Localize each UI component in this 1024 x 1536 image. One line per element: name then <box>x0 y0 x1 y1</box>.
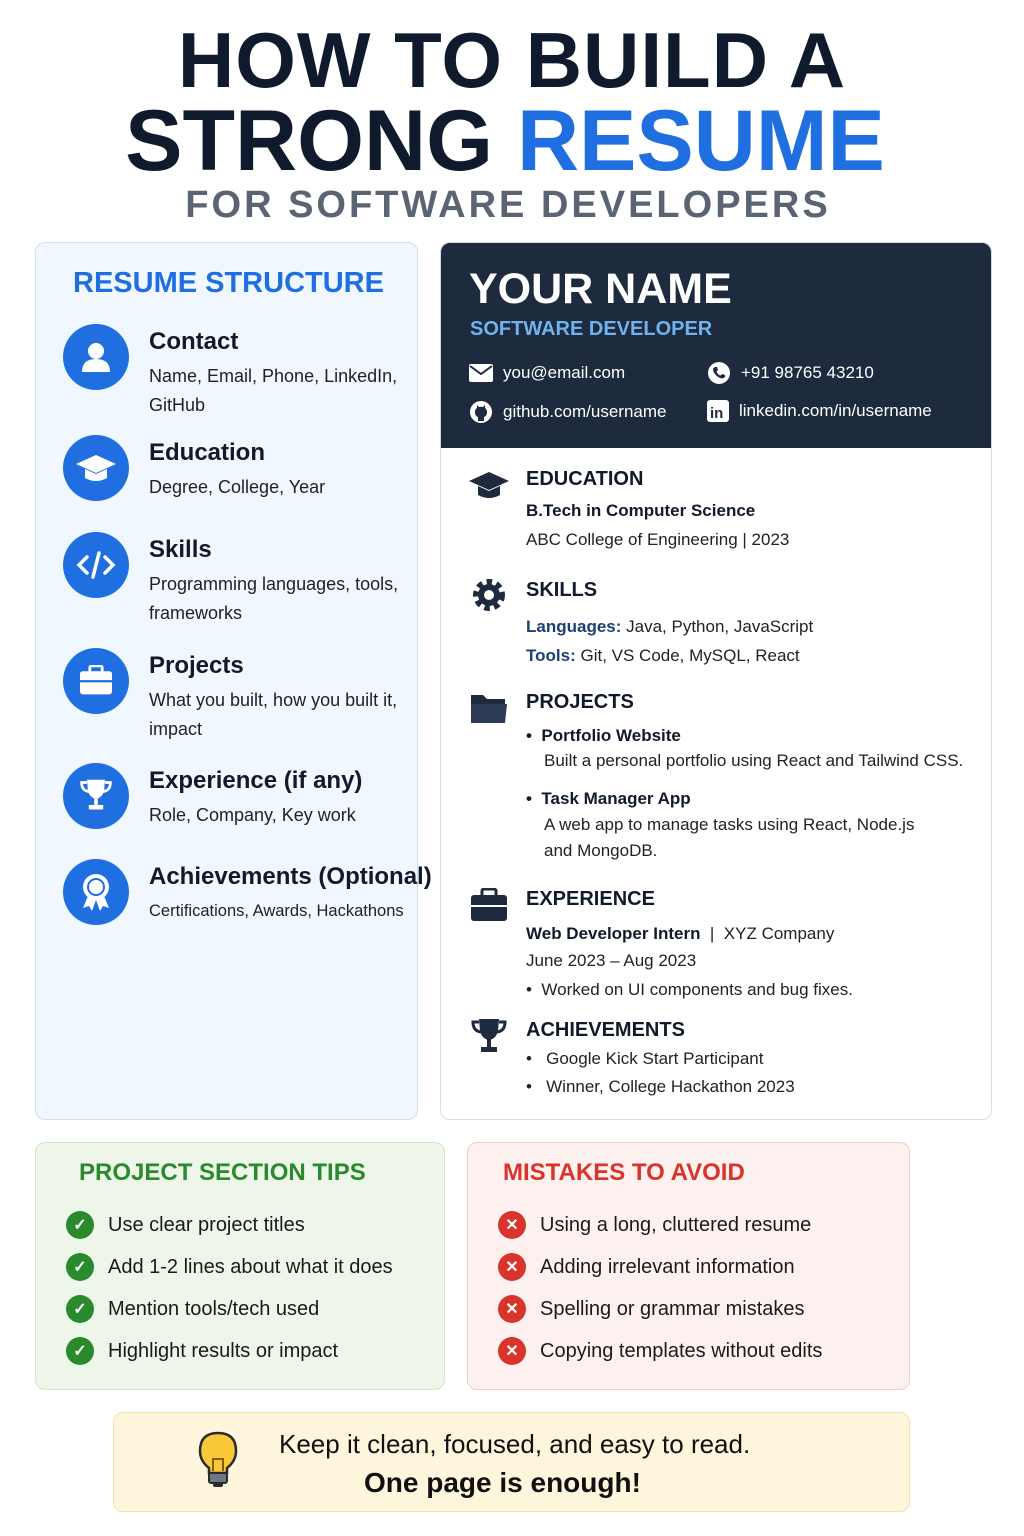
project-2-desc-1: A web app to manage tasks using React, Node.js <box>544 815 915 834</box>
github-text: github.com/username <box>503 402 667 421</box>
tips-heading: PROJECT SECTION TIPS <box>79 1159 366 1186</box>
subtitle: FOR SOFTWARE DEVELOPERS <box>185 184 831 226</box>
mistakes-item <box>498 1253 795 1281</box>
mistakes-heading: MISTAKES TO AVOID <box>503 1159 745 1186</box>
structure-item-title: Skills <box>149 536 212 563</box>
structure-item-title: Achievements (Optional) <box>149 863 432 890</box>
structure-item-desc: Role, Company, Key work <box>149 805 356 825</box>
languages-line <box>526 617 813 637</box>
college: ABC College of Engineering | 2023 <box>526 530 790 549</box>
linkedin-icon <box>707 400 729 422</box>
graduation-cap-icon <box>469 468 509 504</box>
tips-item-text: Highlight results or impact <box>108 1339 339 1362</box>
project-tips-box <box>35 1142 445 1390</box>
trophy-icon <box>63 763 129 829</box>
company: XYZ Company <box>723 924 835 943</box>
graduation-cap-icon <box>63 435 129 501</box>
award-icon <box>63 859 129 925</box>
job-dates: June 2023 – Aug 2023 <box>526 951 697 970</box>
project-1-title-text: Portfolio Website <box>541 726 681 745</box>
resume-name: YOUR NAME <box>469 265 732 313</box>
achievement-text: Winner, College Hackathon 2023 <box>546 1077 795 1096</box>
mail-icon <box>469 364 493 382</box>
x-circle-icon: ✕ <box>498 1295 526 1323</box>
project-2-title-text: Task Manager App <box>541 789 691 808</box>
x-circle-icon: ✕ <box>498 1253 526 1281</box>
job-role: Web Developer Intern <box>526 924 701 943</box>
structure-item-title: Projects <box>149 652 244 679</box>
tips-item <box>66 1337 338 1365</box>
project-1-title: • Portfolio Website <box>526 726 681 745</box>
tips-item-text: Mention tools/tech used <box>108 1297 320 1320</box>
footer-line-1: Keep it clean, focused, and easy to read. <box>279 1429 751 1459</box>
mistakes-item <box>498 1211 811 1239</box>
briefcase-icon <box>63 648 129 714</box>
structure-item-desc: Certifications, Awards, Hackathons <box>149 902 404 920</box>
projects-heading: PROJECTS <box>526 691 634 713</box>
structure-item-desc: Degree, College, Year <box>149 477 326 497</box>
experience-bullet-text: Worked on UI components and bug fixes. <box>541 980 853 999</box>
structure-heading: RESUME STRUCTURE <box>73 267 384 299</box>
title-line-1: HOW TO BUILD A <box>177 16 847 104</box>
project-2-desc-2: and MongoDB. <box>544 841 658 860</box>
achievement-item: • Winner, College Hackathon 2023 <box>526 1077 795 1096</box>
tools-line <box>526 646 800 666</box>
project-1-desc: Built a personal portfolio using React and Tailwind CSS. <box>544 751 964 770</box>
title-line-2 <box>0 93 1010 189</box>
x-circle-icon: ✕ <box>498 1211 526 1239</box>
check-circle-icon: ✓ <box>66 1295 94 1323</box>
mistakes-item <box>498 1295 805 1323</box>
tools-value: Git, VS Code, MySQL, React <box>580 646 800 665</box>
check-circle-icon: ✓ <box>66 1253 94 1281</box>
tools-label: Tools: <box>526 646 576 665</box>
mistakes-box <box>467 1142 910 1390</box>
check-circle-icon: ✓ <box>66 1337 94 1365</box>
contact-email <box>469 363 625 383</box>
mistakes-item-text: Spelling or grammar mistakes <box>540 1297 805 1320</box>
achievements-heading: ACHIEVEMENTS <box>526 1019 685 1041</box>
title-strong: STRONG <box>125 93 494 189</box>
languages-value: Java, Python, JavaScript <box>626 617 814 636</box>
structure-item-desc: Programming languages, tools, frameworks <box>149 574 399 623</box>
structure-item-title: Experience (if any) <box>149 767 363 794</box>
trophy-icon <box>469 1019 509 1055</box>
resume-structure-panel <box>35 242 432 1120</box>
structure-item-title: Contact <box>149 328 239 355</box>
tips-item <box>66 1295 319 1323</box>
structure-item-desc: What you built, how you built it, impact <box>149 690 398 739</box>
experience-bullet: • Worked on UI components and bug fixes. <box>526 980 853 999</box>
experience-heading: EXPERIENCE <box>526 888 655 910</box>
degree: B.Tech in Computer Science <box>526 501 756 520</box>
mistakes-item <box>498 1337 822 1365</box>
contact-phone <box>707 361 874 385</box>
education-heading: EDUCATION <box>526 468 644 490</box>
resume-sample-card <box>440 242 992 1120</box>
structure-item-desc: Name, Email, Phone, LinkedIn, GitHub <box>149 366 398 415</box>
mistakes-item-text: Copying templates without edits <box>540 1339 823 1362</box>
folder-icon <box>469 691 509 727</box>
experience-role-line <box>526 924 834 944</box>
skills-heading: SKILLS <box>526 579 598 601</box>
gear-icon <box>469 575 509 615</box>
tips-item-text: Use clear project titles <box>108 1213 305 1236</box>
briefcase-icon <box>469 888 509 924</box>
lightbulb-icon <box>196 1431 240 1489</box>
github-icon <box>469 400 493 424</box>
contact-linkedin <box>707 400 932 422</box>
phone-text: +91 98765 43210 <box>741 363 874 382</box>
tips-item-text: Add 1-2 lines about what it does <box>108 1255 393 1278</box>
svg-text:in: in <box>710 405 724 422</box>
footer-line-2: One page is enough! <box>364 1467 641 1498</box>
code-icon <box>63 532 129 598</box>
footer-tip <box>113 1412 910 1512</box>
languages-label: Languages: <box>526 617 622 636</box>
mistakes-item-text: Adding irrelevant information <box>540 1255 795 1278</box>
project-2-title: • Task Manager App <box>526 789 691 808</box>
tips-item <box>66 1211 305 1239</box>
phone-icon <box>707 361 731 385</box>
achievement-text: Google Kick Start Participant <box>546 1049 764 1068</box>
separator: | <box>709 924 715 943</box>
resume-role: SOFTWARE DEVELOPER <box>470 318 713 340</box>
email-text: you@email.com <box>503 363 626 382</box>
user-icon <box>63 324 129 390</box>
title-resume: RESUME <box>516 93 885 189</box>
structure-item-title: Education <box>149 439 266 466</box>
resume-header <box>441 243 992 448</box>
achievement-item: • Google Kick Start Participant <box>526 1049 764 1068</box>
contact-github <box>469 400 666 424</box>
mistakes-item-text: Using a long, cluttered resume <box>540 1213 812 1236</box>
tips-item <box>66 1253 393 1281</box>
check-circle-icon: ✓ <box>66 1211 94 1239</box>
linkedin-text: linkedin.com/in/username <box>739 401 932 420</box>
x-circle-icon: ✕ <box>498 1337 526 1365</box>
